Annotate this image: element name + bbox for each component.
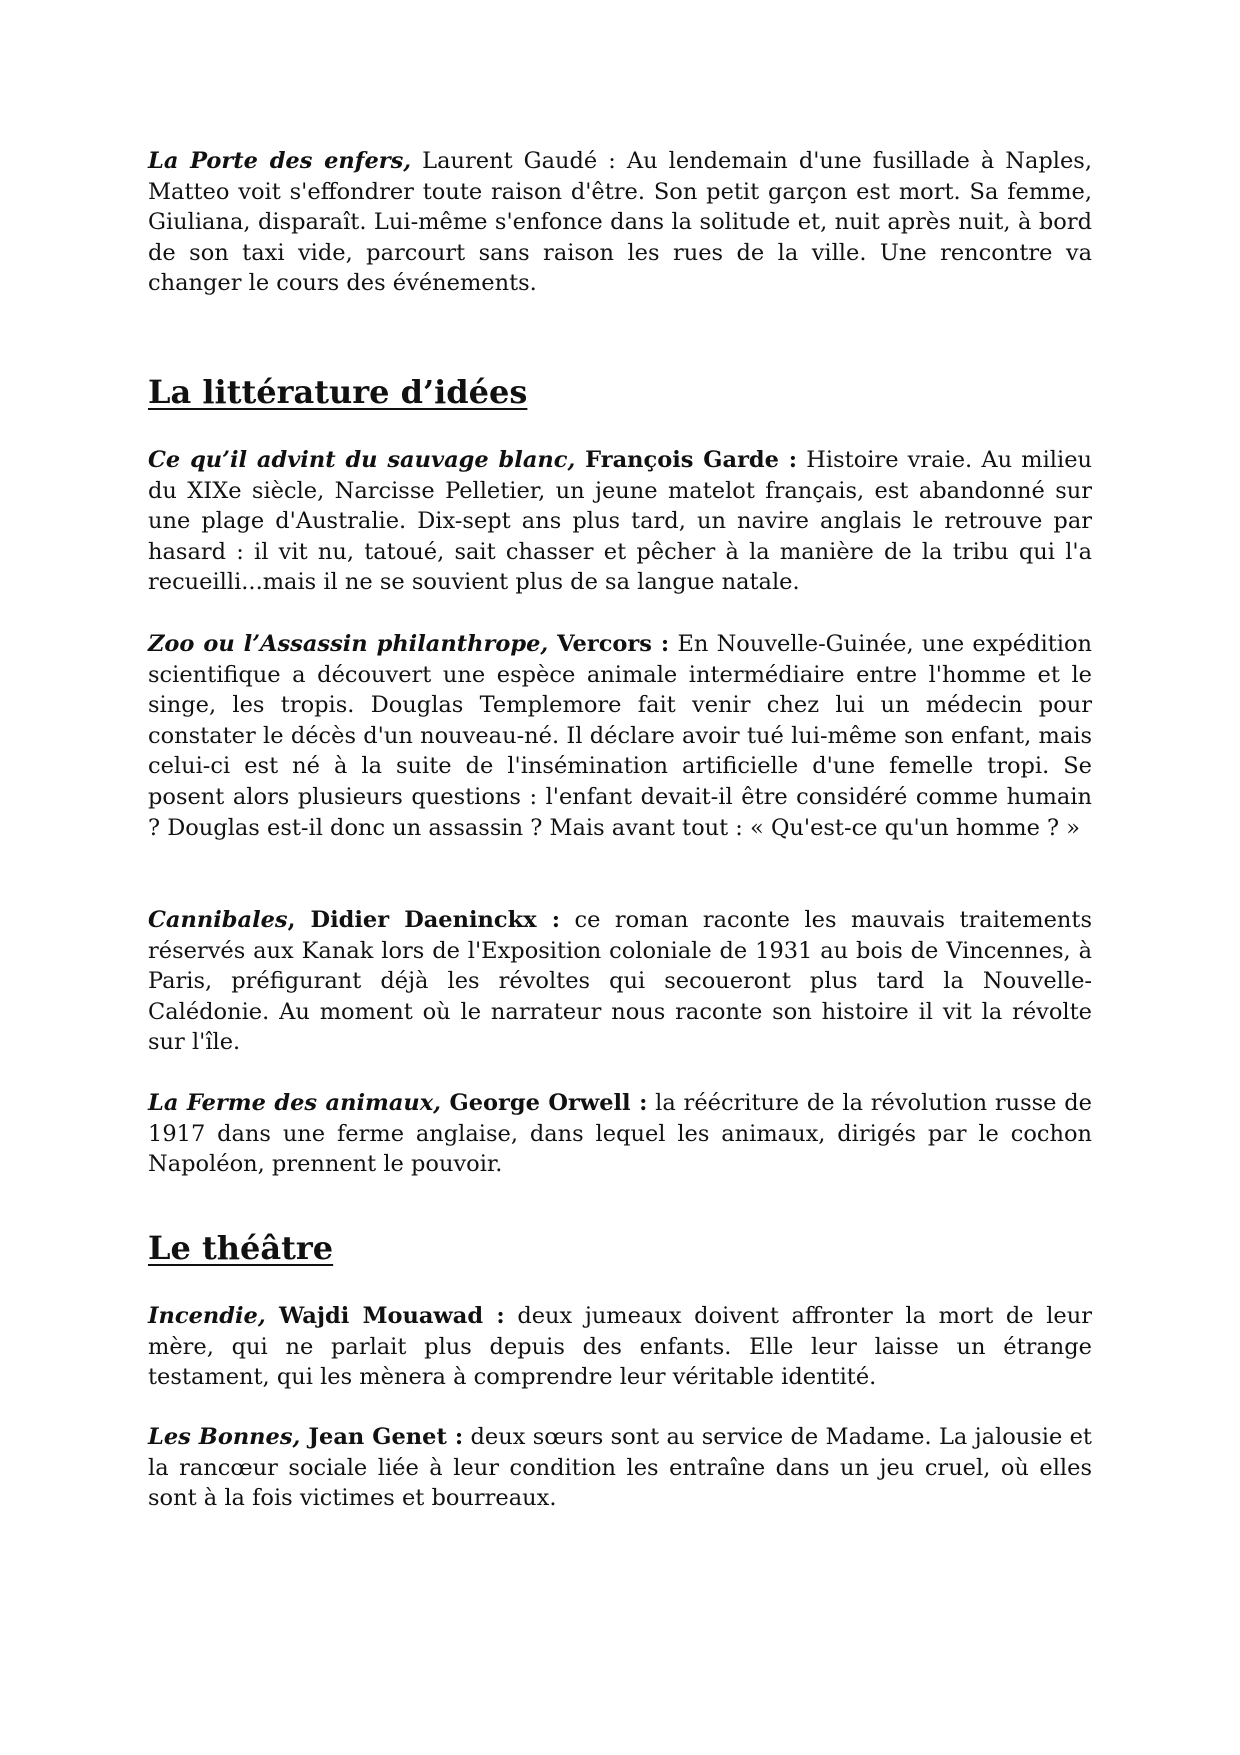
book-summary: En Nouvelle-Guinée, une expédition scientifique a découvert une espèce animale intermédiaire entre l'homme et le singe, les tropis. Douglas Templemore fait venir chez lui un médecin pour constater le décès d'un nouveau-né. Il déclare avoir tué lui-même son enfant, mais celui-ci est né à la suite de l'insémination artificielle d'une femelle tropi. Se posent alors plusieurs questions : l'enfant devait-il être considéré comme humain ? Douglas est-il donc un assassin ? Mais avant tout : « Qu'est-ce qu'un homme ? »	[148, 631, 1092, 841]
book-title: Les Bonnes,	[148, 1424, 301, 1450]
book-author: Jean Genet :	[300, 1424, 464, 1450]
book-summary: la réécriture de la révolution russe de 1917 dans une ferme anglaise, dans lequel les animaux, dirigés par le cochon Napoléon, prennent le pouvoir.	[148, 1090, 1092, 1178]
section-heading-theatre: Le théâtre	[148, 1229, 334, 1267]
book-title: La Ferme des animaux,	[148, 1090, 442, 1116]
book-entry-ferme-des-animaux	[148, 1088, 1092, 1180]
book-title: Incendie,	[148, 1303, 266, 1329]
book-entry-les-bonnes	[148, 1422, 1092, 1514]
book-author: George Orwell :	[441, 1090, 648, 1116]
book-title: La Porte des enfers,	[148, 148, 412, 174]
book-author: François Garde :	[575, 447, 798, 473]
book-author: Laurent Gaudé	[411, 148, 598, 174]
book-entry-porte-des-enfers	[148, 146, 1092, 299]
book-summary: Histoire vraie. Au milieu du XIXe siècle, Narcisse Pelletier, un jeune matelot français, est abandonné sur une plage d'Australie. Dix-sept ans plus tard, un navire anglais le retrouve par hasard : il vit nu, tatoué, sait chasser et pêcher à la manière de la tribu qui l'a recueilli...mais il ne se souvient plus de sa langue natale.	[148, 447, 1093, 596]
book-title: Cannibales	[148, 907, 288, 933]
book-author: Wajdi Mouawad :	[265, 1303, 505, 1329]
book-entry-incendie	[148, 1301, 1092, 1393]
book-summary: : Au lendemain d'une fusillade à Naples, Matteo voit s'effondrer toute raison d'être. Son petit garçon est mort. Sa femme, Giuliana, disparaît. Lui-même s'enfonce dans la solitude et, nuit après nuit, à bord de son taxi vide, parcourt sans raison les rues de la ville. Une rencontre va changer le cours des événements.	[148, 148, 1092, 297]
book-entry-cannibales	[148, 905, 1092, 1058]
book-title: Ce qu’il advint du sauvage blanc,	[148, 447, 576, 473]
book-entry-zoo	[148, 629, 1092, 843]
book-summary: deux sœurs sont au service de Madame. La jalousie et la rancœur sociale liée à leur condition les entraîne dans un jeu cruel, où elles sont à la fois victimes et bourreaux.	[148, 1424, 1092, 1512]
book-author: Vercors :	[548, 631, 670, 657]
book-title: Zoo ou l’Assassin philanthrope,	[148, 631, 549, 657]
book-author: , Didier Daeninckx :	[287, 907, 561, 933]
book-entry-sauvage-blanc	[148, 445, 1092, 598]
section-heading-litterature-idees: La littérature d’idées	[148, 373, 528, 411]
book-summary: ce roman raconte les mauvais traitements réservés aux Kanak lors de l'Exposition coloniale de 1931 au bois de Vincennes, à Paris, préfigurant déjà les révoltes qui secoueront plus tard la Nouvelle-Calédonie. Au moment où le narrateur nous raconte son histoire il vit la révolte sur l'île.	[148, 907, 1092, 1056]
book-summary: deux jumeaux doivent affronter la mort de leur mère, qui ne parlait plus depuis des enfants. Elle leur laisse un étrange testament, qui les mènera à comprendre leur véritable identité.	[148, 1303, 1092, 1391]
